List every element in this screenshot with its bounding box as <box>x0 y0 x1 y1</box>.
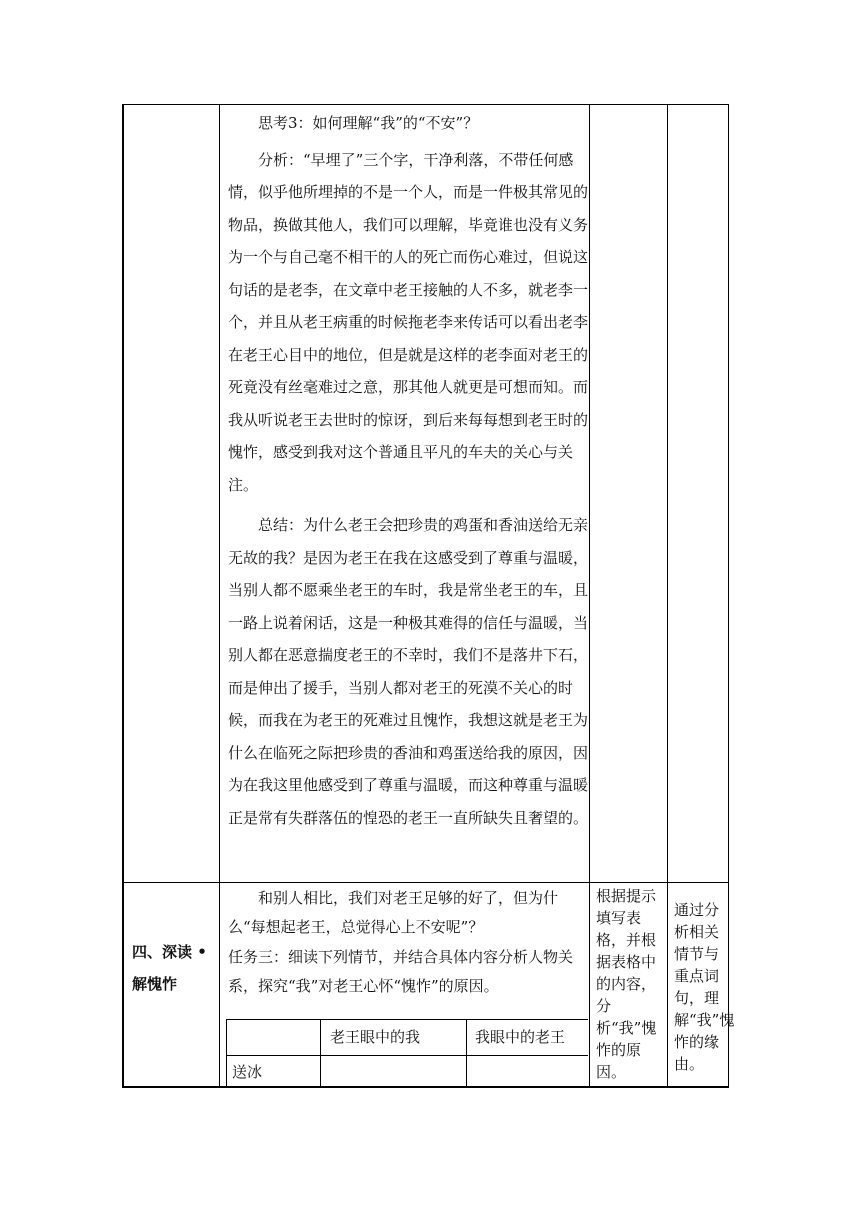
analysis-paragraph: 分析：“早埋了”三个字，干净利落，不带任何感情，似乎他所埋掉的不是一个人，而是一件极其常见的物品，换做其他人，我们可以理解，毕竟谁也没有义务为一个与自己毫不相干的人的死亡而伤心难过，但说这句话的是老李，在文章中老王接触的人不多，就老李一个，并且从老王病重的时候拖老李来传话可以看出老李在老王心目中的地位，但是就是这样的老李面对老王的死竟没有丝毫难过之意，那其他人就更是可想而知。而我从听说老王去世时的惊讶，到后来每每想到老王时的愧怍，感受到我对这个普通且平凡的车夫的关心与关注。 <box>228 150 589 494</box>
inner-table-mid <box>226 1055 588 1056</box>
inner-table-top <box>226 1019 588 1020</box>
thinking-question-3: 思考3：如何理解“我”的“不安”？ <box>258 114 479 132</box>
inner-header-1: 老王眼中的我 <box>330 1028 421 1046</box>
student-activity-cell: 根据提示填写表格，并根据表格中的内容，分析“我”愧怍的原因。 <box>596 887 657 1081</box>
table-bottom-border <box>122 1086 729 1088</box>
col-divider-1 <box>219 104 220 1088</box>
task-three-paragraph: 任务三：细读下列情节，并结合具体内容分析人物关系，探究“我”对老王心怀“愧怍”的原因。 <box>228 948 574 995</box>
inner-table-col-2 <box>466 1019 467 1087</box>
table-left-border <box>122 104 124 1088</box>
inner-table-left <box>226 1019 227 1087</box>
col-divider-2 <box>589 104 590 1088</box>
inner-header-2: 我眼中的老王 <box>475 1028 566 1046</box>
row-divider <box>122 882 729 883</box>
upper-content-cell <box>228 107 588 834</box>
design-intent-cell: 通过分析相关情节与重点词句，理解“我”愧怍的缘由。 <box>674 901 735 1073</box>
intro-paragraph: 和别人相比，我们对老王足够的好了，但为什么“每想起老王，总觉得心上不安呢”？ <box>228 889 559 936</box>
inner-row-label: 送冰 <box>232 1063 263 1081</box>
table-top-border <box>122 104 729 105</box>
section-label: 四、深读 •解愧怍 <box>132 943 207 993</box>
lower-content-cell <box>228 884 588 1001</box>
summary-paragraph: 总结：为什么老王会把珍贵的鸡蛋和香油送给无亲无故的我？是因为老王在我在这感受到了尊重与温暖，当别人都不愿乘坐老王的车时，我是常坐老王的车，且一路上说着闲话，这是一种极其难得的信任与温暖，当别人都在恶意揣度老王的不幸时，我们不是落井下石，而是伸出了援手，当别人都对老王的死漠不关心的时候，而我在为老王的死难过且愧怍，我想这就是老王为什么在临死之际把珍贵的香油和鸡蛋送给我的原因，因为在我这里他感受到了尊重与温暖，而这种尊重与温暖正是常有失群落伍的惶恐的老王一直所缺失且奢望的。 <box>228 516 589 827</box>
inner-table-col-1 <box>320 1019 321 1087</box>
